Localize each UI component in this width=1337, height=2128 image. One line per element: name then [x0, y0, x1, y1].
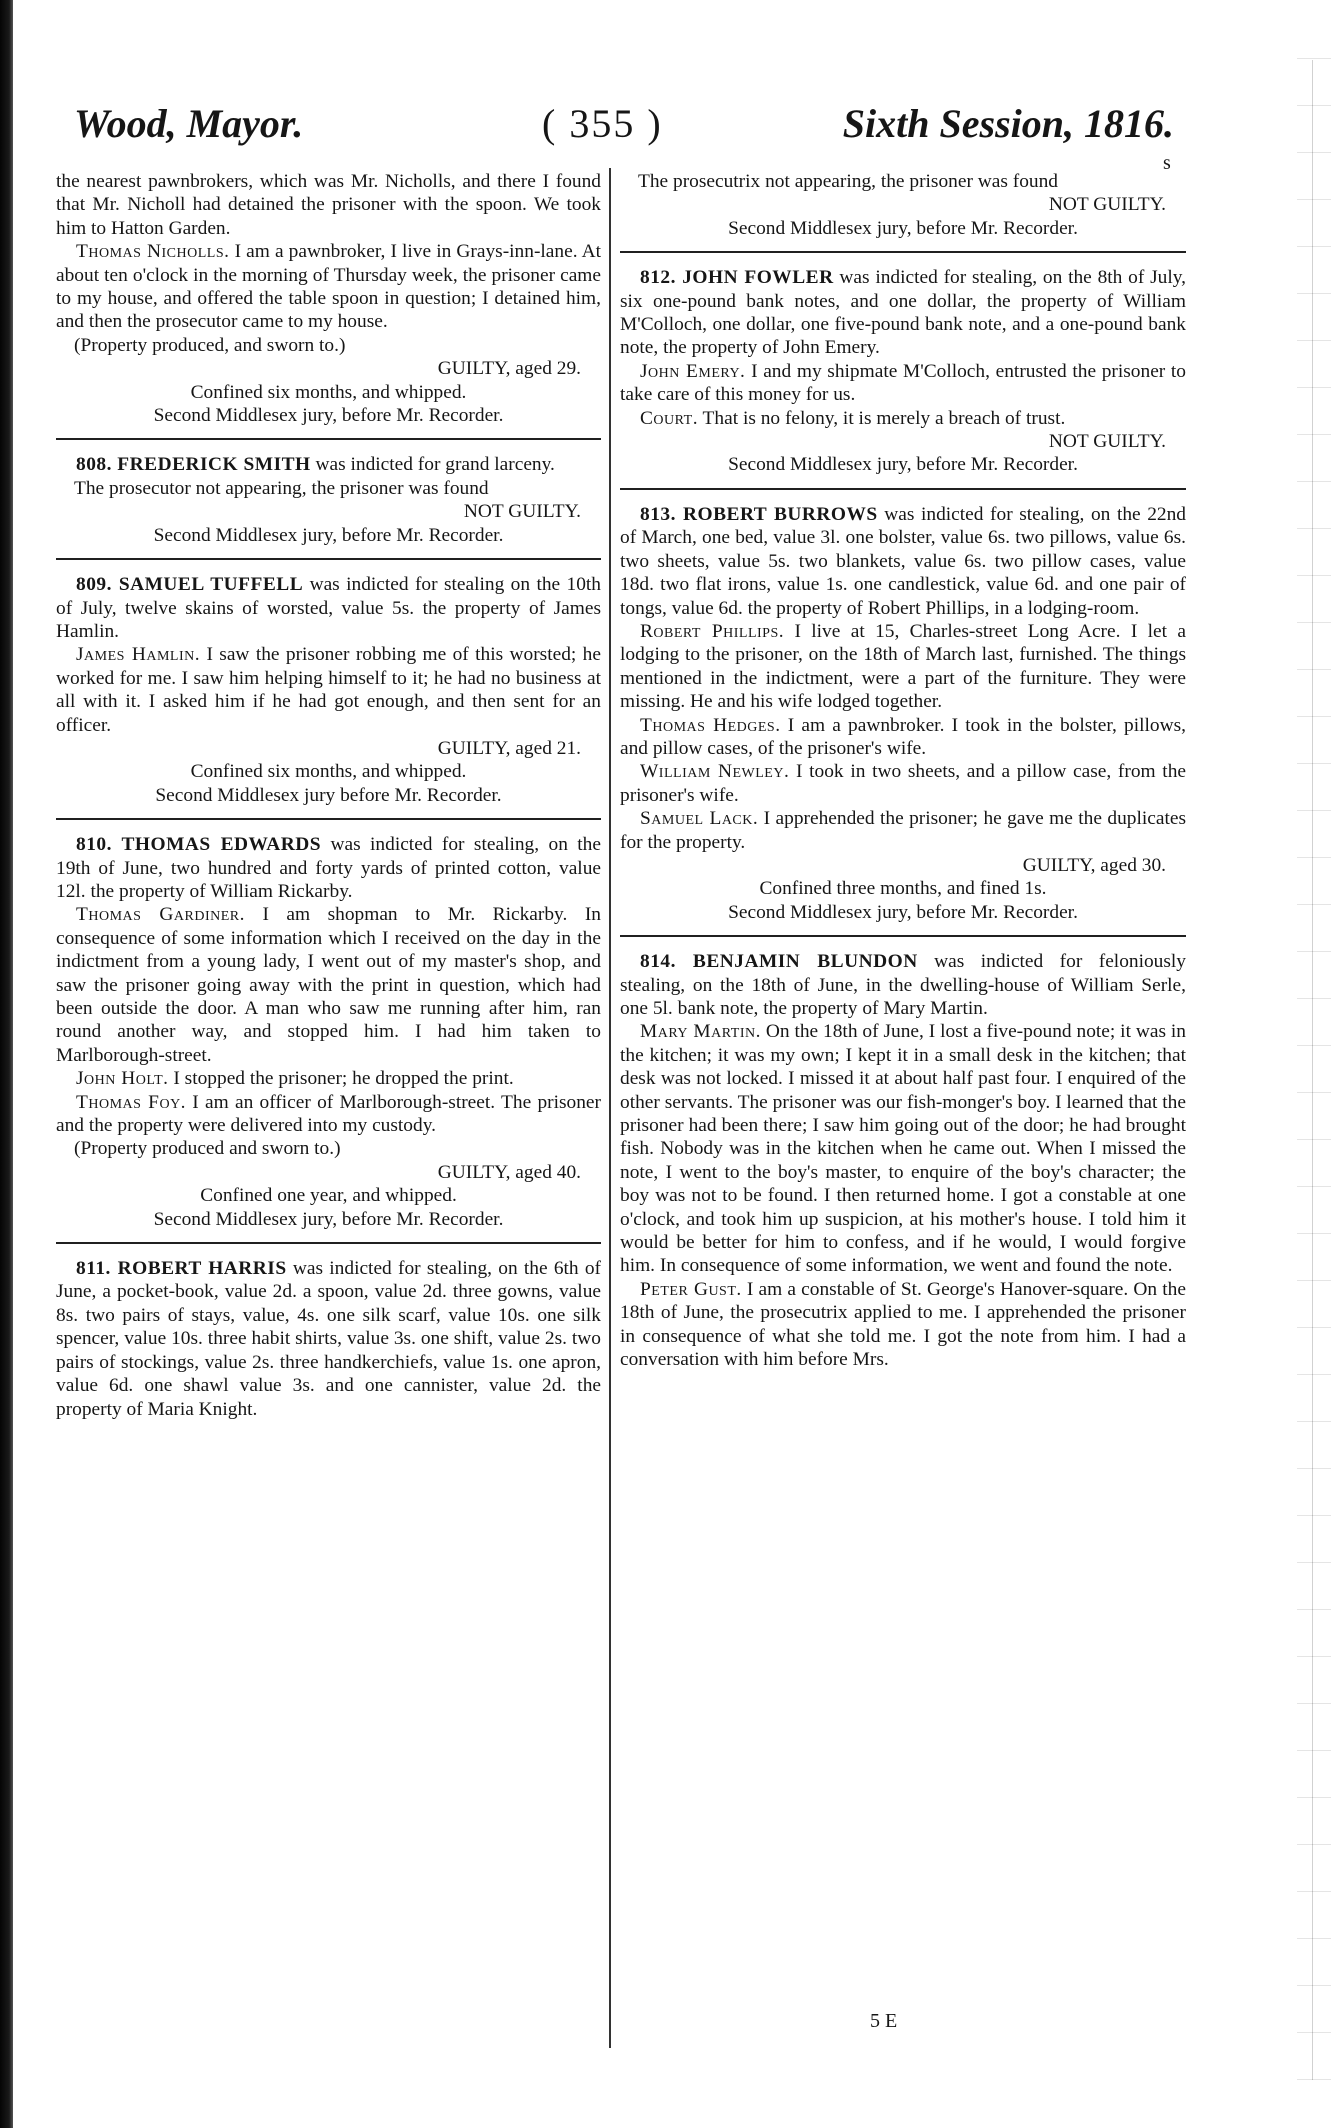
entry-text: I am shopman to Mr. Rickarby. In consequence of some information which I received on the day in the indictment from a young lady, I went out of my master's shop, and saw the prisoner going away with the print in question, which had been outside the door. A man who saw me running after him, ran round another way, and stopped him. I had him taken to Marlborough-street.: [56, 904, 601, 1066]
section-rule: [620, 251, 1186, 253]
testimony: [56, 240, 601, 334]
header-mark: s: [1163, 152, 1171, 174]
sentence-line: Second Middlesex jury, before Mr. Recorder.: [728, 901, 1078, 923]
sentence-line: Second Middlesex jury, before Mr. Recorder.: [153, 1208, 504, 1230]
section-rule: [56, 1242, 601, 1244]
entry-text: That is no felony, it is merely a breach of trust.: [698, 407, 1066, 429]
verdict: GUILTY, aged 40.: [437, 1161, 581, 1183]
entry-text: I am an officer of Marlborough-street. The prisoner and the property were delivered into my custody.: [56, 1091, 601, 1137]
header-left: Wood, Mayor.: [74, 101, 304, 146]
case-heading: 813. ROBERT BURROWS: [640, 503, 878, 525]
entry-text: was indicted for stealing, on the 22nd of March, one bed, value 3l. one bolster, value 6s. two pillows, value 6s. two sheets, value 5s. two blankets, value 6s. two pillow cases, value 18d. two flat irons, value 1s. one candlestick, value 6d. and one pair of tongs, value 6d. the property of Robert Phillips, in a lodging-room.: [620, 503, 1187, 619]
testimony: [56, 1091, 601, 1138]
entry-text: I saw the prisoner robbing me of this worsted; he worked for me. I saw him helping himself to it; he had no business at all with it. I asked him if he had got enough, and then sent for an officer.: [56, 644, 601, 736]
page-number: ( 355 ): [542, 101, 663, 146]
testimony: [56, 643, 601, 737]
case-heading: 811. ROBERT HARRIS: [76, 1258, 287, 1280]
case-entry: [620, 266, 1186, 360]
speaker-name: John Holt.: [76, 1068, 169, 1090]
paragraph: (Property produced, and sworn to.): [74, 334, 346, 356]
case-heading: 808. FREDERICK SMITH: [76, 454, 311, 476]
speaker-name: Thomas Nicholls.: [76, 241, 230, 263]
testimony: [620, 407, 1186, 430]
speaker-name: Peter Gust.: [640, 1278, 742, 1300]
section-rule: [56, 818, 601, 820]
case-entry: [620, 503, 1186, 620]
section-rule: [56, 438, 601, 440]
case-heading: 814. BENJAMIN BLUNDON: [640, 951, 918, 973]
testimony: [56, 903, 601, 1067]
right-column: [620, 170, 1186, 2128]
testimony: [620, 1278, 1186, 1372]
sentence-line: Confined six months, and whipped.: [190, 381, 467, 403]
entry-text: I am a constable of St. George's Hanover-square. On the 18th of June, the prosecutrix applied to me. I apprehended the prisoner in consequence of what she told me. I got the note from him. I had a conversation with him before Mrs.: [620, 1278, 1186, 1371]
speaker-name: Thomas Hedges.: [640, 714, 781, 736]
speaker-name: John Emery.: [640, 360, 746, 382]
verdict: GUILTY, aged 29.: [437, 358, 581, 380]
verdict: NOT GUILTY.: [463, 501, 581, 523]
entry-text: I am a pawnbroker. I took in the bolster, pillows, and pillow cases, of the prisoner's wife.: [620, 714, 1186, 759]
sentence-line: Confined one year, and whipped.: [200, 1185, 457, 1207]
speaker-name: James Hamlin.: [76, 644, 201, 666]
page-edge-line: [1312, 60, 1313, 2080]
entry-text: was indicted for stealing on the 10th of July, twelve skains of worsted, value 5s. the property of James Hamlin.: [56, 574, 602, 642]
case-entry: [56, 453, 601, 476]
entry-text: was indicted for stealing, on the 6th of June, a pocket-book, value 2d. a spoon, value 2d. three gowns, value 8s. two pairs of stays, value, 4s. one silk scarf, value 10s. one silk spencer, value 10s. three habit shirts, value 3s. one shift, value 2s. two pairs of stockings, value 2s. three handkerchiefs, value 1s. one apron, value 6d. one shawl value 3s. and one cannister, value 2d. the property of Maria Knight.: [56, 1258, 601, 1420]
speaker-name: Court.: [640, 407, 699, 429]
case-heading: 809. SAMUEL TUFFELL: [76, 574, 304, 596]
paragraph: The prosecutrix not appearing, the prisoner was found: [638, 171, 1059, 192]
case-entry: [56, 833, 601, 903]
signature-mark: 5 E: [870, 2010, 898, 2032]
testimony: [620, 360, 1186, 407]
speaker-name: William Newley.: [640, 761, 790, 783]
entry-text: was indicted for stealing, on the 19th of June, two hundred and forty yards of printed cotton, value 12l. the property of William Rickarby.: [56, 834, 601, 902]
section-rule: [620, 488, 1186, 490]
sentence-line: Second Middlesex jury before Mr. Recorder.: [155, 784, 502, 806]
testimony: [620, 760, 1186, 807]
sentence-line: Second Middlesex jury, before Mr. Recorder.: [153, 405, 504, 427]
testimony: [620, 620, 1186, 714]
sentence-line: Confined three months, and fined 1s.: [759, 878, 1047, 900]
testimony: [56, 1067, 601, 1090]
speaker-name: Robert Phillips.: [640, 620, 785, 642]
section-rule: [620, 935, 1186, 937]
left-column: [56, 170, 601, 2128]
entry-text: I stopped the prisoner; he dropped the print.: [168, 1068, 514, 1090]
testimony: [620, 1020, 1186, 1277]
paragraph: the nearest pawnbrokers, which was Mr. Nicholls, and there I found that Mr. Nicholl had detained the prisoner with the spoon. We took him to Hatton Garden.: [56, 171, 601, 239]
entry-text: I am a pawnbroker, I live in Grays-inn-lane. At about ten o'clock in the morning of Thursday week, the prisoner came to my house, and offered the table spoon in question; I detained him, and then the prosecutor came to my house.: [56, 241, 601, 333]
paragraph: The prosecutor not appearing, the prisoner was found: [74, 477, 489, 499]
entry-text: I and my shipmate M'Colloch, entrusted the prisoner to take care of this money for us.: [620, 360, 1187, 406]
page-edge-texture: [1297, 40, 1331, 2090]
verdict: NOT GUILTY.: [1048, 431, 1166, 453]
speaker-name: Mary Martin.: [640, 1021, 761, 1043]
sentence-line: Confined six months, and whipped.: [190, 761, 467, 783]
case-entry: [620, 950, 1186, 1020]
entry-text: On the 18th of June, I lost a five-pound note; it was in the kitchen; it was my own; I kept it in a small desk in the kitchen; that desk was not locked. I missed it at about half past four. I enquired of the other servants. The prisoner was our fish-monger's boy. I learned that the prisoner had been there; I saw him going out of the door; he had brought fish. Nobody was in the kitchen when he came out. When I missed the note, I went to the boy's master, to enquire of the boy's character; the boy was not to be found. I then returned home. I got a constable at one o'clock, and took him up suspicion, at his mother's house. I told him it would be better for him to confess, and if he would, I would forgive him. In consequence of some information, we went and found the note.: [620, 1021, 1186, 1277]
column-divider: [609, 168, 611, 2048]
paragraph: (Property produced and sworn to.): [74, 1138, 341, 1160]
sentence-line: Second Middlesex jury, before Mr. Recorder.: [728, 454, 1078, 476]
case-entry: [56, 573, 601, 643]
testimony: [620, 714, 1186, 761]
sentence-line: Second Middlesex jury, before Mr. Recorder.: [153, 524, 504, 546]
verdict: NOT GUILTY.: [1048, 194, 1166, 216]
entry-text: I apprehended the prisoner; he gave me the duplicates for the property.: [620, 808, 1187, 853]
book-spine-shadow: [0, 0, 13, 2128]
case-heading: 812. JOHN FOWLER: [640, 267, 834, 289]
entry-text: was indicted for feloniously stealing, on the 18th of June, in the dwelling-house of William Serle, one 5l. bank note, the property of Mary Martin.: [620, 951, 1186, 1019]
entry-text: was indicted for grand larceny.: [310, 454, 555, 476]
verdict: GUILTY, aged 30.: [1022, 854, 1166, 876]
sentence-line: Second Middlesex jury, before Mr. Recorder.: [728, 217, 1078, 239]
header-right: Sixth Session, 1816.: [842, 101, 1174, 146]
entry-text: I live at 15, Charles-street Long Acre. I let a lodging to the prisoner, on the 18th of March last, furnished. The things mentioned in the indictment, were a part of the furniture. They were missing. He and his wife lodged together.: [620, 620, 1186, 713]
speaker-name: Thomas Gardiner.: [76, 904, 245, 926]
speaker-name: Thomas Foy.: [76, 1091, 187, 1113]
section-rule: [56, 558, 601, 560]
case-entry: [56, 1257, 601, 1421]
verdict: GUILTY, aged 21.: [437, 737, 581, 759]
speaker-name: Samuel Lack.: [640, 808, 759, 830]
entry-text: was indicted for stealing, on the 8th of July, six one-pound bank notes, and one dollar, the property of William M'Colloch, one dollar, one five-pound bank note, and a one-pound bank note, the property of John Emery.: [620, 267, 1187, 359]
case-heading: 810. THOMAS EDWARDS: [76, 834, 322, 856]
testimony: [620, 807, 1186, 854]
running-header: [74, 100, 1174, 162]
entry-text: I took in two sheets, and a pillow case, from the prisoner's wife.: [620, 761, 1186, 806]
